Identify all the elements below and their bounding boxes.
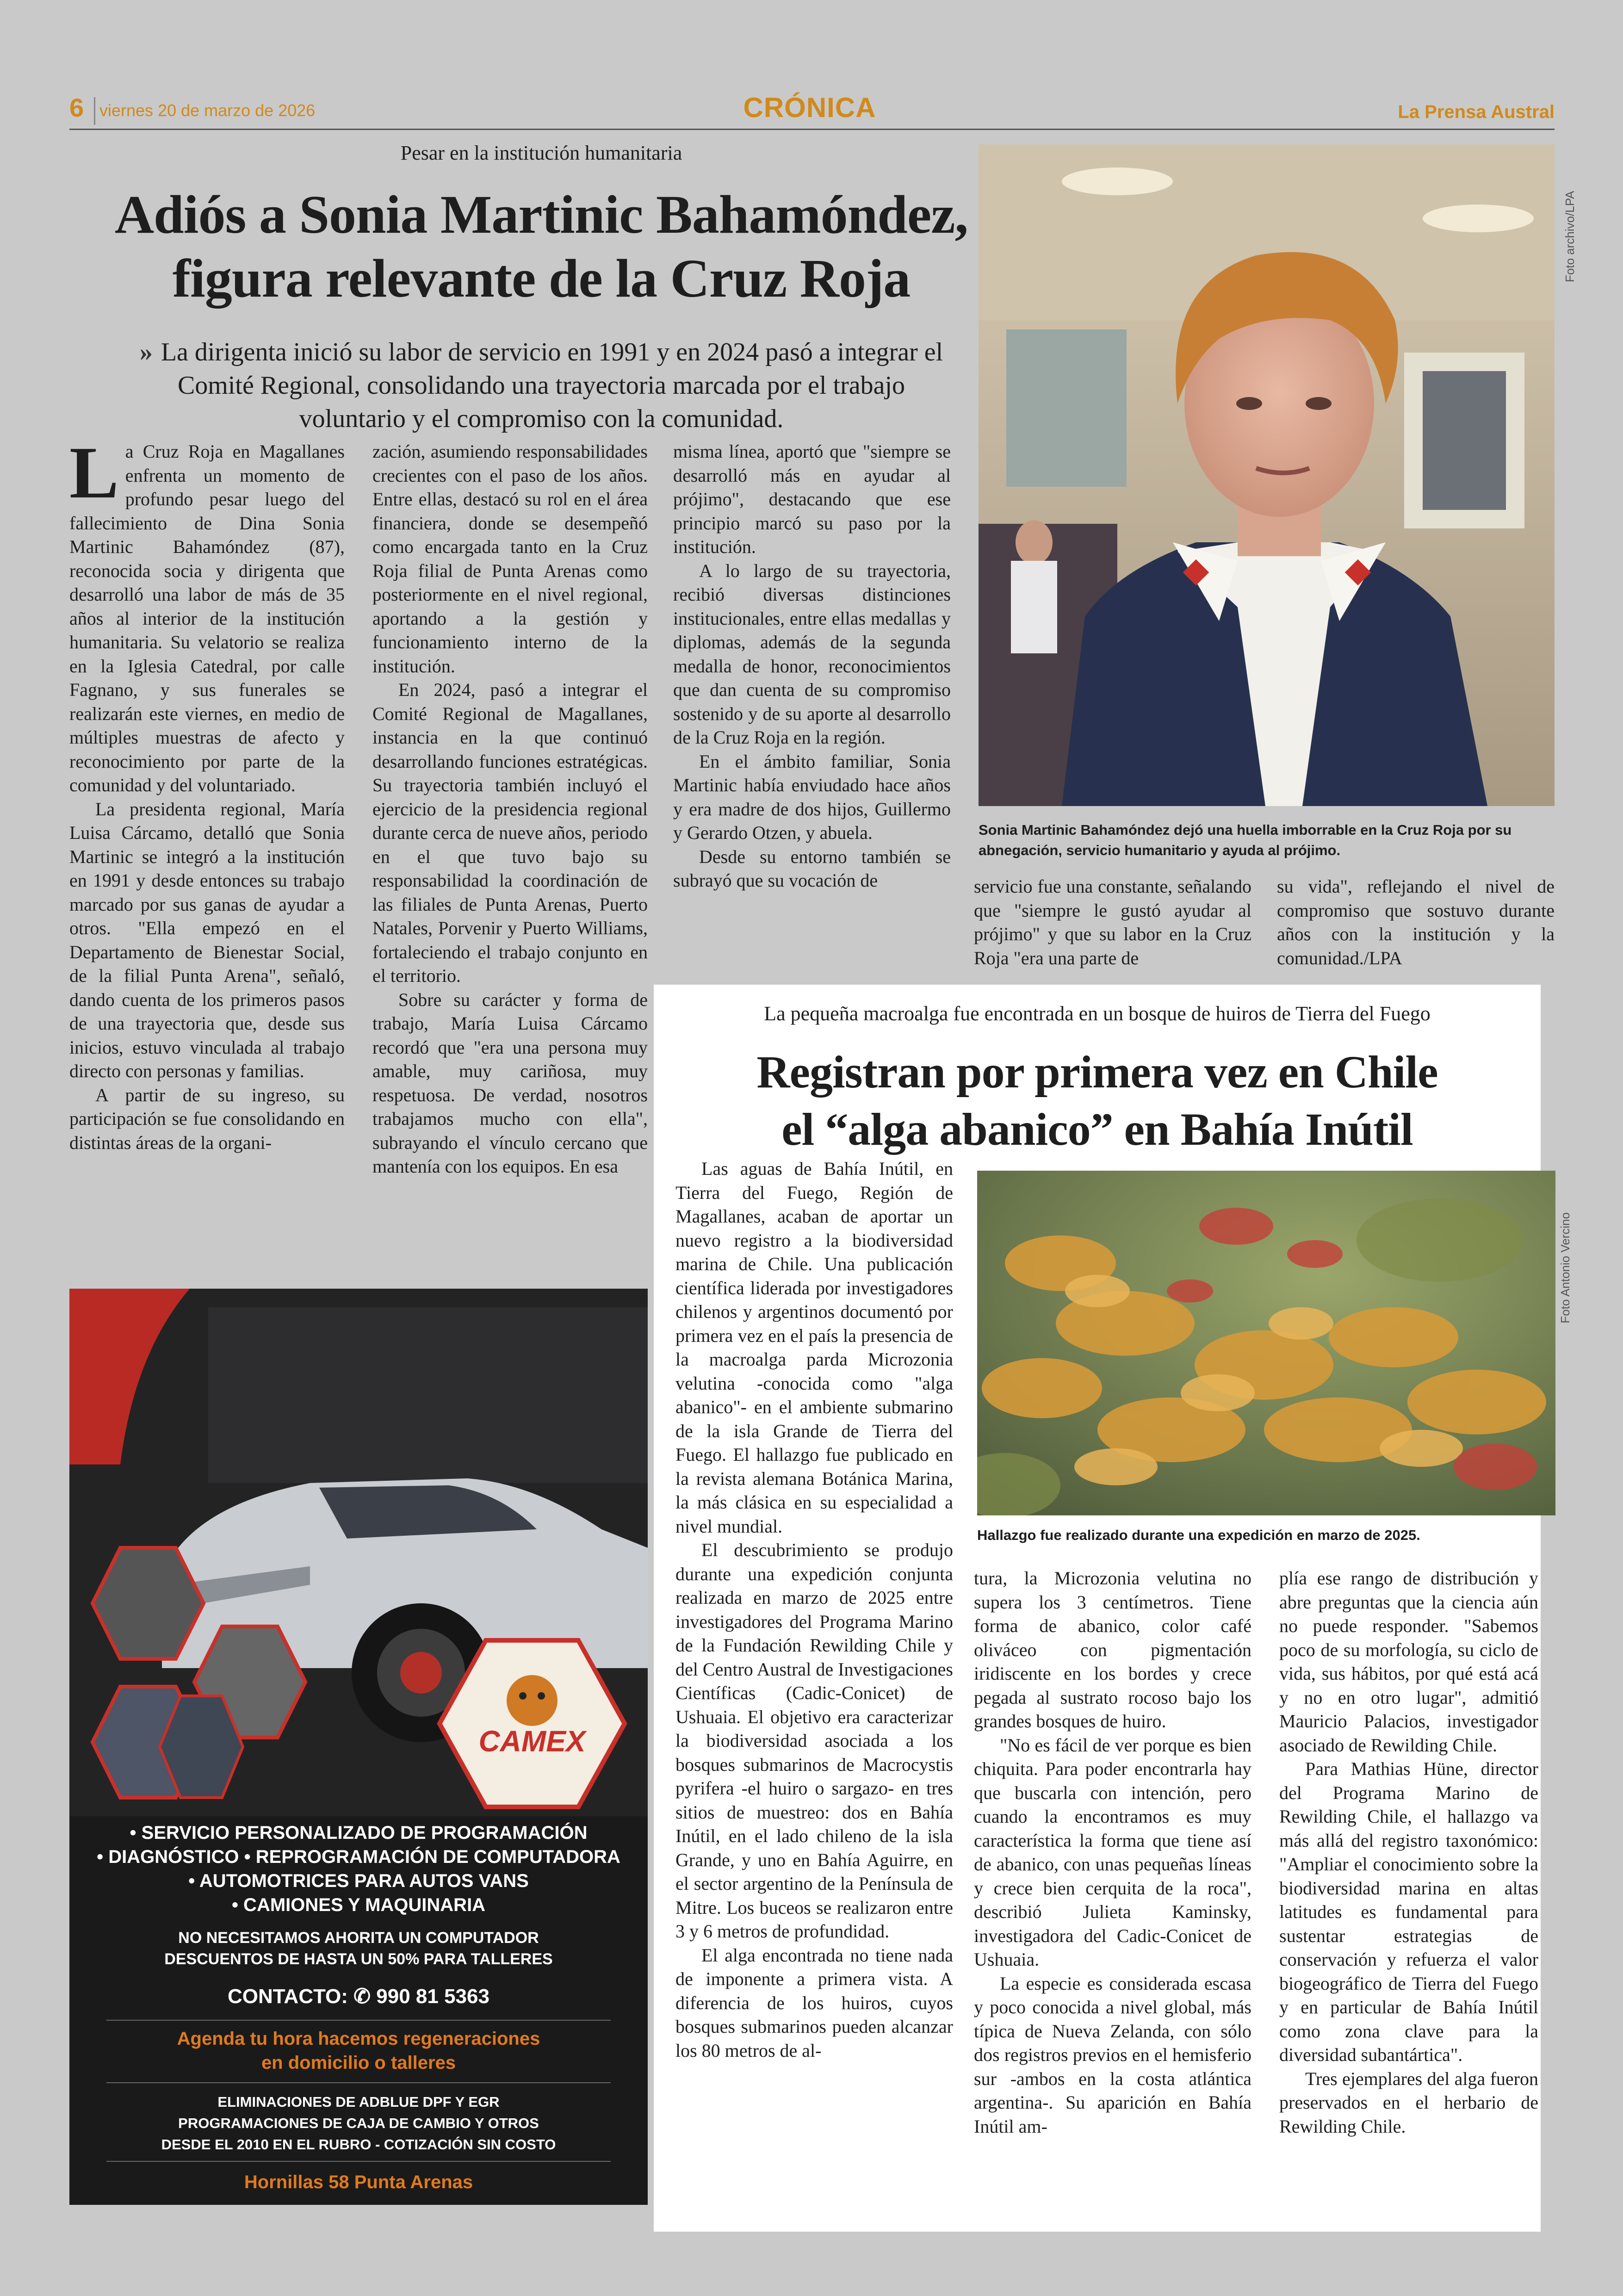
article1-column-5 bbox=[1277, 875, 1555, 981]
header-divider bbox=[94, 97, 95, 125]
article1-kicker: Pesar en la institución humanitaria bbox=[400, 142, 682, 164]
divider bbox=[106, 2161, 611, 2162]
article1-dropcap: L bbox=[69, 440, 119, 514]
paragraph: En el ámbito familiar, Sonia Martinic había enviudado hace años y era madre de dos hijos, Guillermo y Gerardo Otzen, y abuela. bbox=[673, 751, 951, 843]
newspaper-name: La Prensa Austral bbox=[1398, 102, 1555, 122]
ad-extra-line1: ELIMINACIONES DE ADBLUE DPF Y EGR bbox=[217, 2094, 500, 2110]
ad-services-list bbox=[69, 1821, 648, 1917]
ad-extra-line2: PROGRAMACIONES DE CAJA DE CAMBIO Y OTROS bbox=[178, 2115, 539, 2131]
ad-contact-phone: 990 81 5363 bbox=[376, 1985, 489, 2008]
ad-brand-logo: CAMEX bbox=[478, 1725, 586, 1758]
paragraph: misma línea, aportó que "siempre se desarrolló más en ayudar al prójimo", destacando que ese principio marcó su paso por la institución. bbox=[673, 441, 951, 557]
paragraph: La especie es considerada escasa y poco conocida a nivel global, más típica de Nueva Zelanda, con sólo dos registros previos en el hemisferio sur -ambos en la costa atlántica argentina-. Su aparición en Bahía Inútil am- bbox=[974, 1973, 1251, 2137]
article2-headline bbox=[654, 1043, 1541, 1158]
ad-service-item: • SERVICIO PERSONALIZADO DE PROGRAMACIÓN bbox=[130, 1823, 588, 1843]
ad-address: Hornillas 58 Punta Arenas bbox=[244, 2172, 473, 2192]
paragraph: A partir de su ingreso, su participación se fue consolidando en distintas áreas de la organi- bbox=[69, 1084, 345, 1153]
ad-agenda-line2: en domicilio o talleres bbox=[261, 2053, 456, 2073]
ad-no-computer: NO NECESITAMOS AHORITA UN COMPUTADOR bbox=[178, 1929, 539, 1947]
ad-graphic bbox=[69, 1289, 648, 1816]
page-date: viernes 20 de marzo de 2026 bbox=[99, 101, 316, 120]
divider bbox=[106, 2020, 611, 2021]
article2-column-2 bbox=[974, 1566, 1251, 2219]
article1-column-1 bbox=[69, 440, 345, 1263]
photo-caption: Hallazgo fue realizado durante una expedición en marzo de 2025. bbox=[977, 1527, 1420, 1543]
ad-agenda-line1: Agenda tu hora hacemos regeneraciones bbox=[177, 2029, 540, 2049]
article1-deck-text: La dirigenta inició su labor de servicio en 1991 y en 2024 pasó a integrar el Comité Regional, consolidando una trayectoria marcada por el trabajo voluntario y el compromiso con la comunidad. bbox=[161, 338, 943, 433]
section-title: CRÓNICA bbox=[743, 92, 876, 123]
ad-service-item: • AUTOMOTRICES PARA AUTOS VANS bbox=[188, 1871, 529, 1891]
article1-column-4 bbox=[974, 875, 1251, 981]
paragraph: En 2024, pasó a integrar el Comité Regional de Magallanes, instancia en la que continuó desarrollando funciones estratégicas. Su trayectoria también incluyó el ejercicio de la presidencia regional durante cerca de nueve años, periodo en el que tuvo bajo su responsabilidad la coordinación de las filiales de Punta Arenas, Puerto Natales, Porvenir y Puerto Williams, fortaleciendo el trabajo conjunto en el territorio. bbox=[372, 679, 648, 986]
paragraph: Tres ejemplares del alga fueron preservados en el herbario de Rewilding Chile. bbox=[1279, 2068, 1538, 2137]
paragraph: servicio fue una constante, señalando que "siempre le gustó ayudar al prójimo" y que su labor en la Cruz Roja "era una parte de bbox=[974, 876, 1251, 968]
article1-column-3 bbox=[673, 440, 951, 972]
article1-headline bbox=[56, 183, 1027, 310]
article1-headline-line1: Adiós a Sonia Martinic Bahamóndez, bbox=[114, 184, 968, 245]
advertisement bbox=[69, 1289, 648, 2205]
article1-headline-line2: figura relevante de la Cruz Roja bbox=[172, 248, 911, 309]
paragraph: Desde su entorno también se subrayó que su vocación de bbox=[673, 846, 951, 891]
photo-credit: Foto Antonio Vercino bbox=[1558, 1212, 1572, 1323]
page-number: 6 bbox=[69, 93, 84, 122]
portrait-photo bbox=[979, 144, 1555, 806]
paragraph: a Cruz Roja en Magallanes enfrenta un momento de profundo pesar luego del fallecimiento de Dina Sonia Martinic Bahamóndez (87), reconocida socia y dirigenta que desarrolló una labor de más de 35 años al interior de la institución humanitaria. Su velatorio se realiza en la Iglesia Catedral, por calle Fagnano, y sus funerales se realizarán este viernes, en medio de múltiples muestras de afecto y reconocimiento por parte de la comunidad y del voluntariado. bbox=[69, 441, 345, 795]
ad-contact-label: CONTACTO: bbox=[228, 1985, 348, 2008]
divider bbox=[106, 2082, 611, 2083]
paragraph: Para Mathias Hüne, director del Programa Marino de Rewilding Chile, el hallazgo va más allá del registro taxonómico: "Ampliar el conocimiento sobre la biodiversidad marina en altas latitudes es fundamental para sustentar estrategias de conservación y refuerza el valor biogeográfico de Tierra del Fuego y en particular de Bahía Inútil como zona clave para la diversidad subantártica". bbox=[1279, 1758, 1538, 2065]
paragraph: zación, asumiendo responsabilidades crecientes con el paso de los años. Entre ellas, destacó su rol en el área financiera, donde se desempeñó como encargada tanto en la Cruz Roja filial de Punta Arenas como posteriormente en el nivel regional, aportando a la gestión y funcionamiento interno de la institución. bbox=[372, 441, 648, 676]
seaweed-photo bbox=[977, 1171, 1555, 1515]
paragraph: tura, la Microzonia velutina no supera los 3 centímetros. Tiene forma de abanico, color café oliváceo con pigmentación iridiscente en los bordes y crece pegada al sustrato rocoso bajo los grandes bosques de huiro. bbox=[974, 1568, 1251, 1731]
phone-icon: ✆ bbox=[353, 1985, 371, 2008]
paragraph: El descubrimiento se produjo durante una expedición conjunta realizada en marzo de 2025 entre investigadores del Programa Marino de la Fundación Rewilding Chile y del Centro Austral de Investigaciones Científicas (Cadic-Conicet) de Ushuaia. El objetivo era caracterizar la biodiversidad asociada a los bosques submarinos de Macrocystis pyrifera -el huiro o sargazo- en tres sitios de muestreo: dos en Bahía Inútil, en el lado chileno de la isla Grande, y uno en Bahía Aguirre, en el sector argentino de la Península de Mitre. Los buceos se realizaron entre 3 y 6 metros de profundidad. bbox=[675, 1539, 953, 1942]
paragraph: "No es fácil de ver porque es bien chiquita. Para poder encontrarla hay que buscarla con intención, pero cuando la encontramos es muy característica la forma que tiene así de abanico, con unas pequeñas líneas y crece bien cerquita de la roca", describió Julieta Kaminsky, investigadora del Cadic-Conicet de Ushuaia. bbox=[974, 1734, 1251, 1970]
ad-contact bbox=[69, 1983, 648, 2011]
paragraph: Las aguas de Bahía Inútil, en Tierra del Fuego, Región de Magallanes, acaban de aportar un nuevo registro a la biodiversidad marina de Chile. Una publicación científica liderada por investigadores chilenos y argentinos documentó por primera vez en el país la presencia de la macroalga parda Microzonia velutina -conocida como "alga abanico"- en el ambiente submarino de la isla Grande de Tierra del Fuego. El hallazgo fue publicado en la revista alemana Botánica Marina, la más clásica en su especialidad a nivel mundial. bbox=[675, 1158, 953, 1537]
article2-headline-line1: Registran por primera vez en Chile bbox=[756, 1046, 1438, 1098]
ad-discount: DESCUENTOS DE HASTA UN 50% PARA TALLERES bbox=[164, 1950, 553, 1968]
chevron-right-icon: » bbox=[139, 338, 153, 366]
ad-service-item: • CAMIONES Y MAQUINARIA bbox=[231, 1895, 486, 1915]
article2-column-3 bbox=[1279, 1566, 1538, 2219]
article2-kicker: La pequeña macroalga fue encontrada en un bosque de huiros de Tierra del Fuego bbox=[764, 1002, 1431, 1025]
paragraph: La presidenta regional, María Luisa Cárcamo, detalló que Sonia Martinic se integró a la institución en 1991 y desde entonces su trabajo marcado por sus ganas de ayudar a otros. "Ella empezó en el Departamento de Bienestar Social, de la filial Punta Arena", señaló, dando cuenta de los primeros pasos de una trayectoria que, desde sus inicios, estuvo vinculada al trabajo directo con personas y familias. bbox=[69, 798, 345, 1081]
paragraph: El alga encontrada no tiene nada de imponente a primera vista. A diferencia de los huiros, cuyos bosques submarinos pueden alcanzar los 80 metros de al- bbox=[675, 1944, 953, 2061]
photo-caption: Sonia Martinic Bahamóndez dejó una huella imborrable en la Cruz Roja por su abnegación, servicio humanitario y ayuda al prójimo. bbox=[979, 822, 1512, 858]
paragraph: plía ese rango de distribución y abre preguntas que la ciencia aún no puede responder. "Sabemos poco de su morfología, su ciclo de vida, sus hábitos, por qué está acá y no en otro lugar", admitió Mauricio Palacios, investigador asociado de Rewilding Chile. bbox=[1279, 1568, 1538, 1756]
paragraph: Sobre su carácter y forma de trabajo, María Luisa Cárcamo recordó que "era una persona muy amable, muy cariñosa, muy respetuosa. De verdad, nosotros trabajamos mucho con ella", subrayando el vínculo cercano que mantenía con los equipos. En esa bbox=[372, 989, 648, 1177]
article2-headline-line2: el “alga abanico” en Bahía Inútil bbox=[781, 1104, 1413, 1155]
ad-extra-line3: DESDE EL 2010 EN EL RUBRO - COTIZACIÓN SIN COSTO bbox=[161, 2136, 556, 2153]
photo-credit: Foto archivo/LPA bbox=[1563, 191, 1577, 282]
article1-column-2 bbox=[372, 440, 648, 1263]
paragraph: A lo largo de su trayectoria, recibió diversas distinciones institucionales, entre ellas medallas y diplomas, además de la segunda medalla de honor, reconocimientos que dan cuenta de su compromiso sostenido y de su aporte al desarrollo de la Cruz Roja en la región. bbox=[673, 560, 951, 748]
header-rule bbox=[69, 129, 1555, 130]
paragraph: su vida", reflejando el nivel de compromiso que sostuvo durante años con la institución y la comunidad./LPA bbox=[1277, 876, 1555, 968]
article2-column-1 bbox=[675, 1157, 953, 2216]
ad-service-item: • DIAGNÓSTICO • REPROGRAMACIÓN DE COMPUTADORA bbox=[97, 1847, 620, 1867]
article1-deck bbox=[125, 335, 958, 435]
